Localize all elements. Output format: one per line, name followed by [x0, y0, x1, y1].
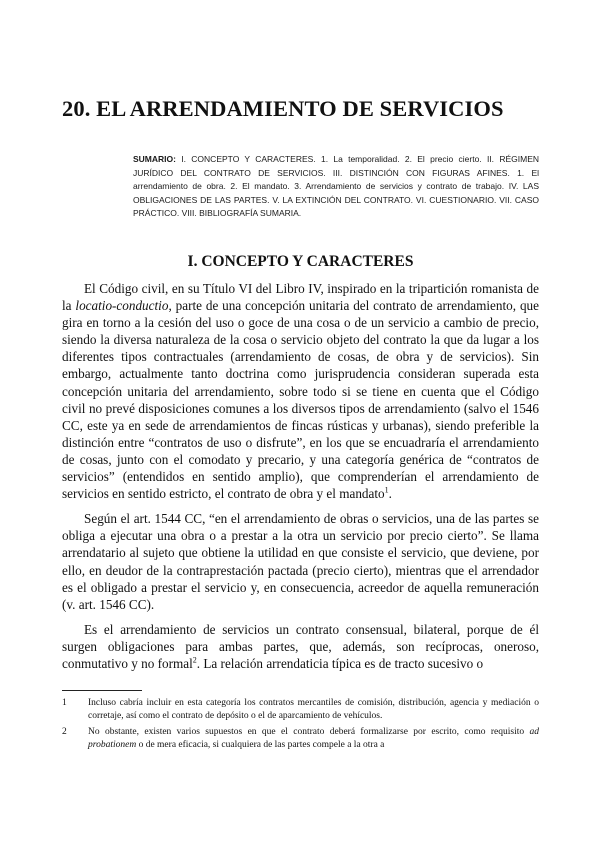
- paragraph-1-italic-term: locatio-conductio: [75, 298, 169, 314]
- footnote-text: [88, 726, 539, 752]
- summary-text: I. CONCEPTO Y CARACTERES. 1. La temporalidad. 2. El precio cierto. II. RÉGIMEN JURÍDICO DEL CONTRATO DE SERVICIOS. III. DISTINCIÓN CON FIGURAS AFINES. 1. El arrendamiento de obra. 2. El mandato. 3. Arrendamiento de servicios y contrato de trabajo. IV. LAS OBLIGACIONES DE LAS PARTES. V. LA EXTINCIÓN DEL CONTRATO. VI. CUESTIONARIO. VII. CASO PRÁCTICO. VIII. BIBLIOGRAFÍA SUMARIA.: [133, 154, 539, 219]
- paragraph-3: [62, 621, 539, 672]
- footnote-1: [62, 697, 539, 723]
- paragraph-3-text-a: Es el arrendamiento de servicios un contrato consensual, bilateral, porque de él surgen obligaciones para ambas partes, que, además, son recíprocas, oneroso, conmutativo y no formal: [62, 621, 539, 671]
- summary-label: SUMARIO:: [133, 154, 176, 164]
- paragraph-1-text-a: El Código civil, en su Título VI del Libro IV, inspirado en la tripartición romanista de la: [62, 281, 539, 314]
- footnote-2-text-a: No obstante, existen varios supuestos en que el contrato deberá formalizarse por escrito, como requisito: [88, 727, 530, 738]
- summary-block: [133, 153, 539, 221]
- footnote-ref-1[interactable]: 1: [384, 485, 389, 495]
- footnote-ref-2[interactable]: 2: [192, 655, 197, 665]
- paragraph-1: [62, 280, 539, 502]
- chapter-title: 20. EL ARRENDAMIENTO DE SERVICIOS: [62, 96, 504, 121]
- footnote-number: 1: [62, 698, 67, 708]
- section-heading: I. CONCEPTO Y CARACTERES: [187, 253, 414, 270]
- footnotes: [62, 697, 539, 755]
- paragraph-1-text-b: , parte de una concepción unitaria del contrato de arrendamiento, que gira en torno a la cesión del uso o goce de una cosa o de un servicio a cambio de precio, siendo la diversa naturaleza de la cosa o servicio objeto del contrato la que da lugar a los diferentes tipos contractuales (arrendamiento de cosas, de obra y de servicios). Sin embargo, actualmente tanto doctrina como jurisprudencia consideran superada esta concepción unitaria del arrendamiento, sobre todo si se tiene en cuenta que el Código civil no prevé disposiciones comunes a los diversos tipos de arrendamiento (salvo el 1546 CC, este ya en sede de arrendamientos de fincas rústicas y urbanas), siendo preferible la distinción entre “contratos de uso o disfrute”, en los que se encuadraría el arrendamiento de cosas, junto con el comodato y precario, y una categoría genérica de “contratos de servicios” (entendidos en sentido amplio), que comprenderían el arrendamiento de servicios en sentido estricto, el contrato de obra y el mandato: [62, 298, 539, 502]
- paragraph-1-end: .: [388, 486, 392, 502]
- footnote-text: Incluso cabría incluir en esta categoría los contratos mercantiles de comisión, distribución, agencia y mediación o corretaje, así como el contrato de depósito o el de aparcamiento de vehículos.: [88, 698, 539, 722]
- paragraph-3-text-b: . La relación arrendaticia típica es de tracto sucesivo o: [196, 655, 484, 671]
- footnote-2: [62, 726, 539, 752]
- body-text: [62, 280, 539, 672]
- footnote-number: 2: [62, 727, 67, 738]
- footnote-divider: [62, 690, 142, 691]
- paragraph-2: Según el art. 1544 CC, “en el arrendamiento de obras o servicios, una de las partes se obliga a ejecutar una obra o a prestar a la otra un servicio por precio cierto”. Se llama arrendatario al sujeto que obtiene la utilidad en que consiste el servicio, que deviene, por ello, en deudor de la contraprestación pactada (precio cierto), mientras que el arrendador es el obligado a prestar el servicio y, en consecuencia, acreedor de aquella remuneración (v. art. 1546 CC).: [62, 511, 539, 612]
- footnote-2-italic-term: ad probationem: [88, 727, 539, 751]
- footnote-2-text-b: o de mera eficacia, si cualquiera de las partes compele a la otra a: [136, 740, 385, 751]
